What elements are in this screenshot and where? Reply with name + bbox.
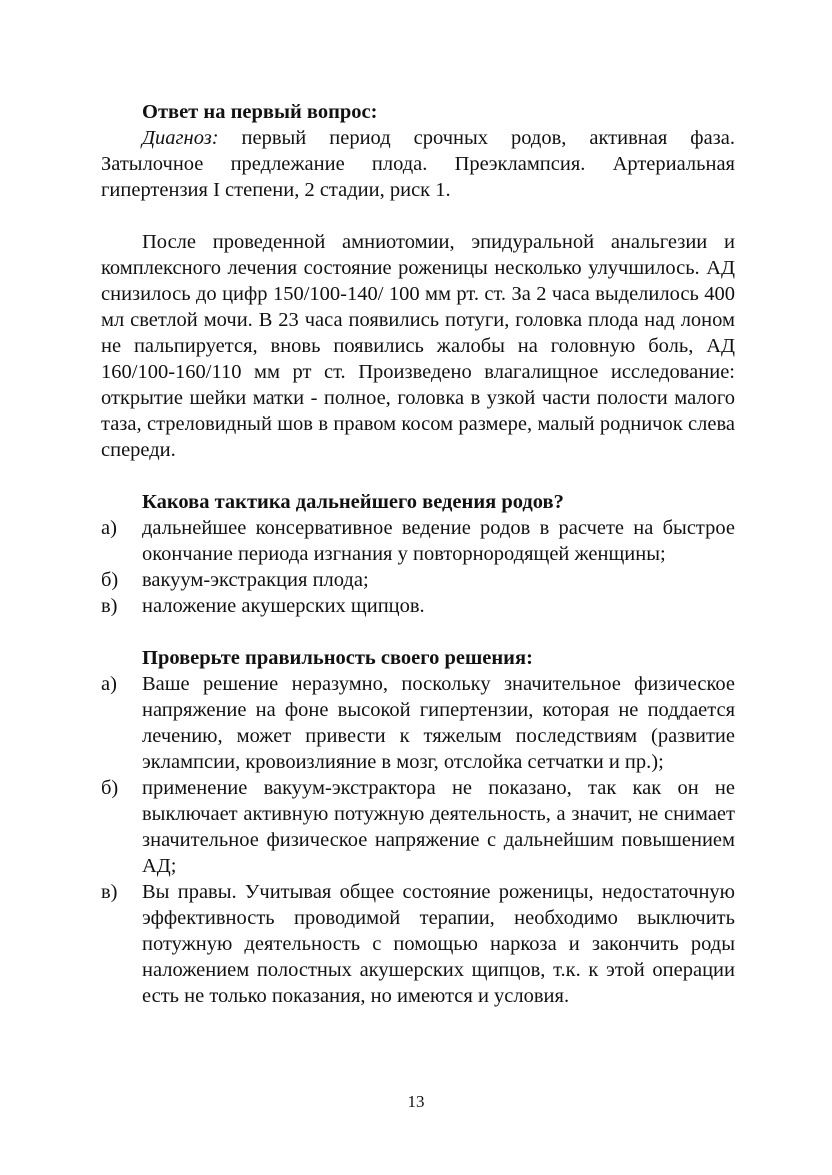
check-heading: Проверьте правильность своего решения:	[142, 647, 533, 669]
option-text: наложение акушерских щипцов.	[142, 595, 425, 617]
diagnosis-text: первый период срочных родов, активная фаза. Затылочное предлежание плода. Преэклампсия. Артериальная гипертензия I степени, 2 стадии, риск 1.	[101, 127, 735, 201]
option-marker: б)	[101, 569, 119, 591]
diagnosis-label: Диагноз:	[142, 127, 219, 149]
answer-marker: в)	[101, 881, 118, 903]
spacer	[101, 463, 735, 489]
question-option-c	[101, 593, 735, 619]
answer-text: Вы правы. Учитывая общее состояние роженицы, недостаточную эффективность проводимой терапии, необходимо выключить потужную деятельность с помощью наркоза и закончить роды наложением полостных акушерских щипцов, т.к. к этой операции есть не только показания, но имеются и условия.	[142, 881, 735, 1007]
page-content	[101, 99, 735, 1009]
option-text: вакуум-экстракция плода;	[142, 569, 369, 591]
case-update-paragraph: После проведенной амниотомии, эпидуральной анальгезии и комплексного лечения состояние роженицы несколько улучшилось. АД снизилось до цифр 150/100-140/ 100 мм рт. ст. За 2 часа выделилось 400 мл светлой мочи. В 23 часа появились потуги, головка плода над лоном не пальпируется, вновь появились жалобы на головную боль, АД 160/100-160/110 мм рт ст. Произведено влагалищное исследование: открытие шейки матки - полное, головка в узкой части полости малого таза, стреловидный шов в правом косом размере, малый родничок слева спереди.	[101, 231, 735, 461]
check-answer-a	[101, 671, 735, 775]
check-answers	[101, 671, 735, 1009]
answer-marker: б)	[101, 777, 119, 799]
question-options	[101, 515, 735, 619]
answer-marker: а)	[101, 673, 117, 695]
answer-heading: Ответ на первый вопрос:	[142, 101, 378, 123]
option-text: дальнейшее консервативное ведение родов в расчете на быстрое окончание периода изгнания у повторнородящей женщины;	[142, 517, 735, 565]
question-option-a	[101, 515, 735, 567]
option-marker: а)	[101, 517, 117, 539]
diagnosis-paragraph	[101, 125, 735, 203]
spacer	[101, 619, 735, 645]
check-answer-b	[101, 775, 735, 879]
question-option-b	[101, 567, 735, 593]
answer-text: Ваше решение неразумно, поскольку значительное физическое напряжение на фоне высокой гипертензии, которая не поддается лечению, может привести к тяжелым последствиям (развитие эклампсии, кровоизлияние в мозг, отслойка сетчатки и пр.);	[142, 673, 735, 773]
spacer	[101, 203, 735, 229]
option-marker: в)	[101, 595, 118, 617]
question-heading: Какова тактика дальнейшего ведения родов?	[142, 491, 564, 513]
page-number: 13	[407, 1092, 425, 1111]
check-answer-c	[101, 879, 735, 1009]
answer-text: применение вакуум-экстрактора не показано, так как он не выключает активную потужную деятельность, а значит, не снимает значительное физическое напряжение с дальнейшим повышением АД;	[142, 777, 735, 877]
